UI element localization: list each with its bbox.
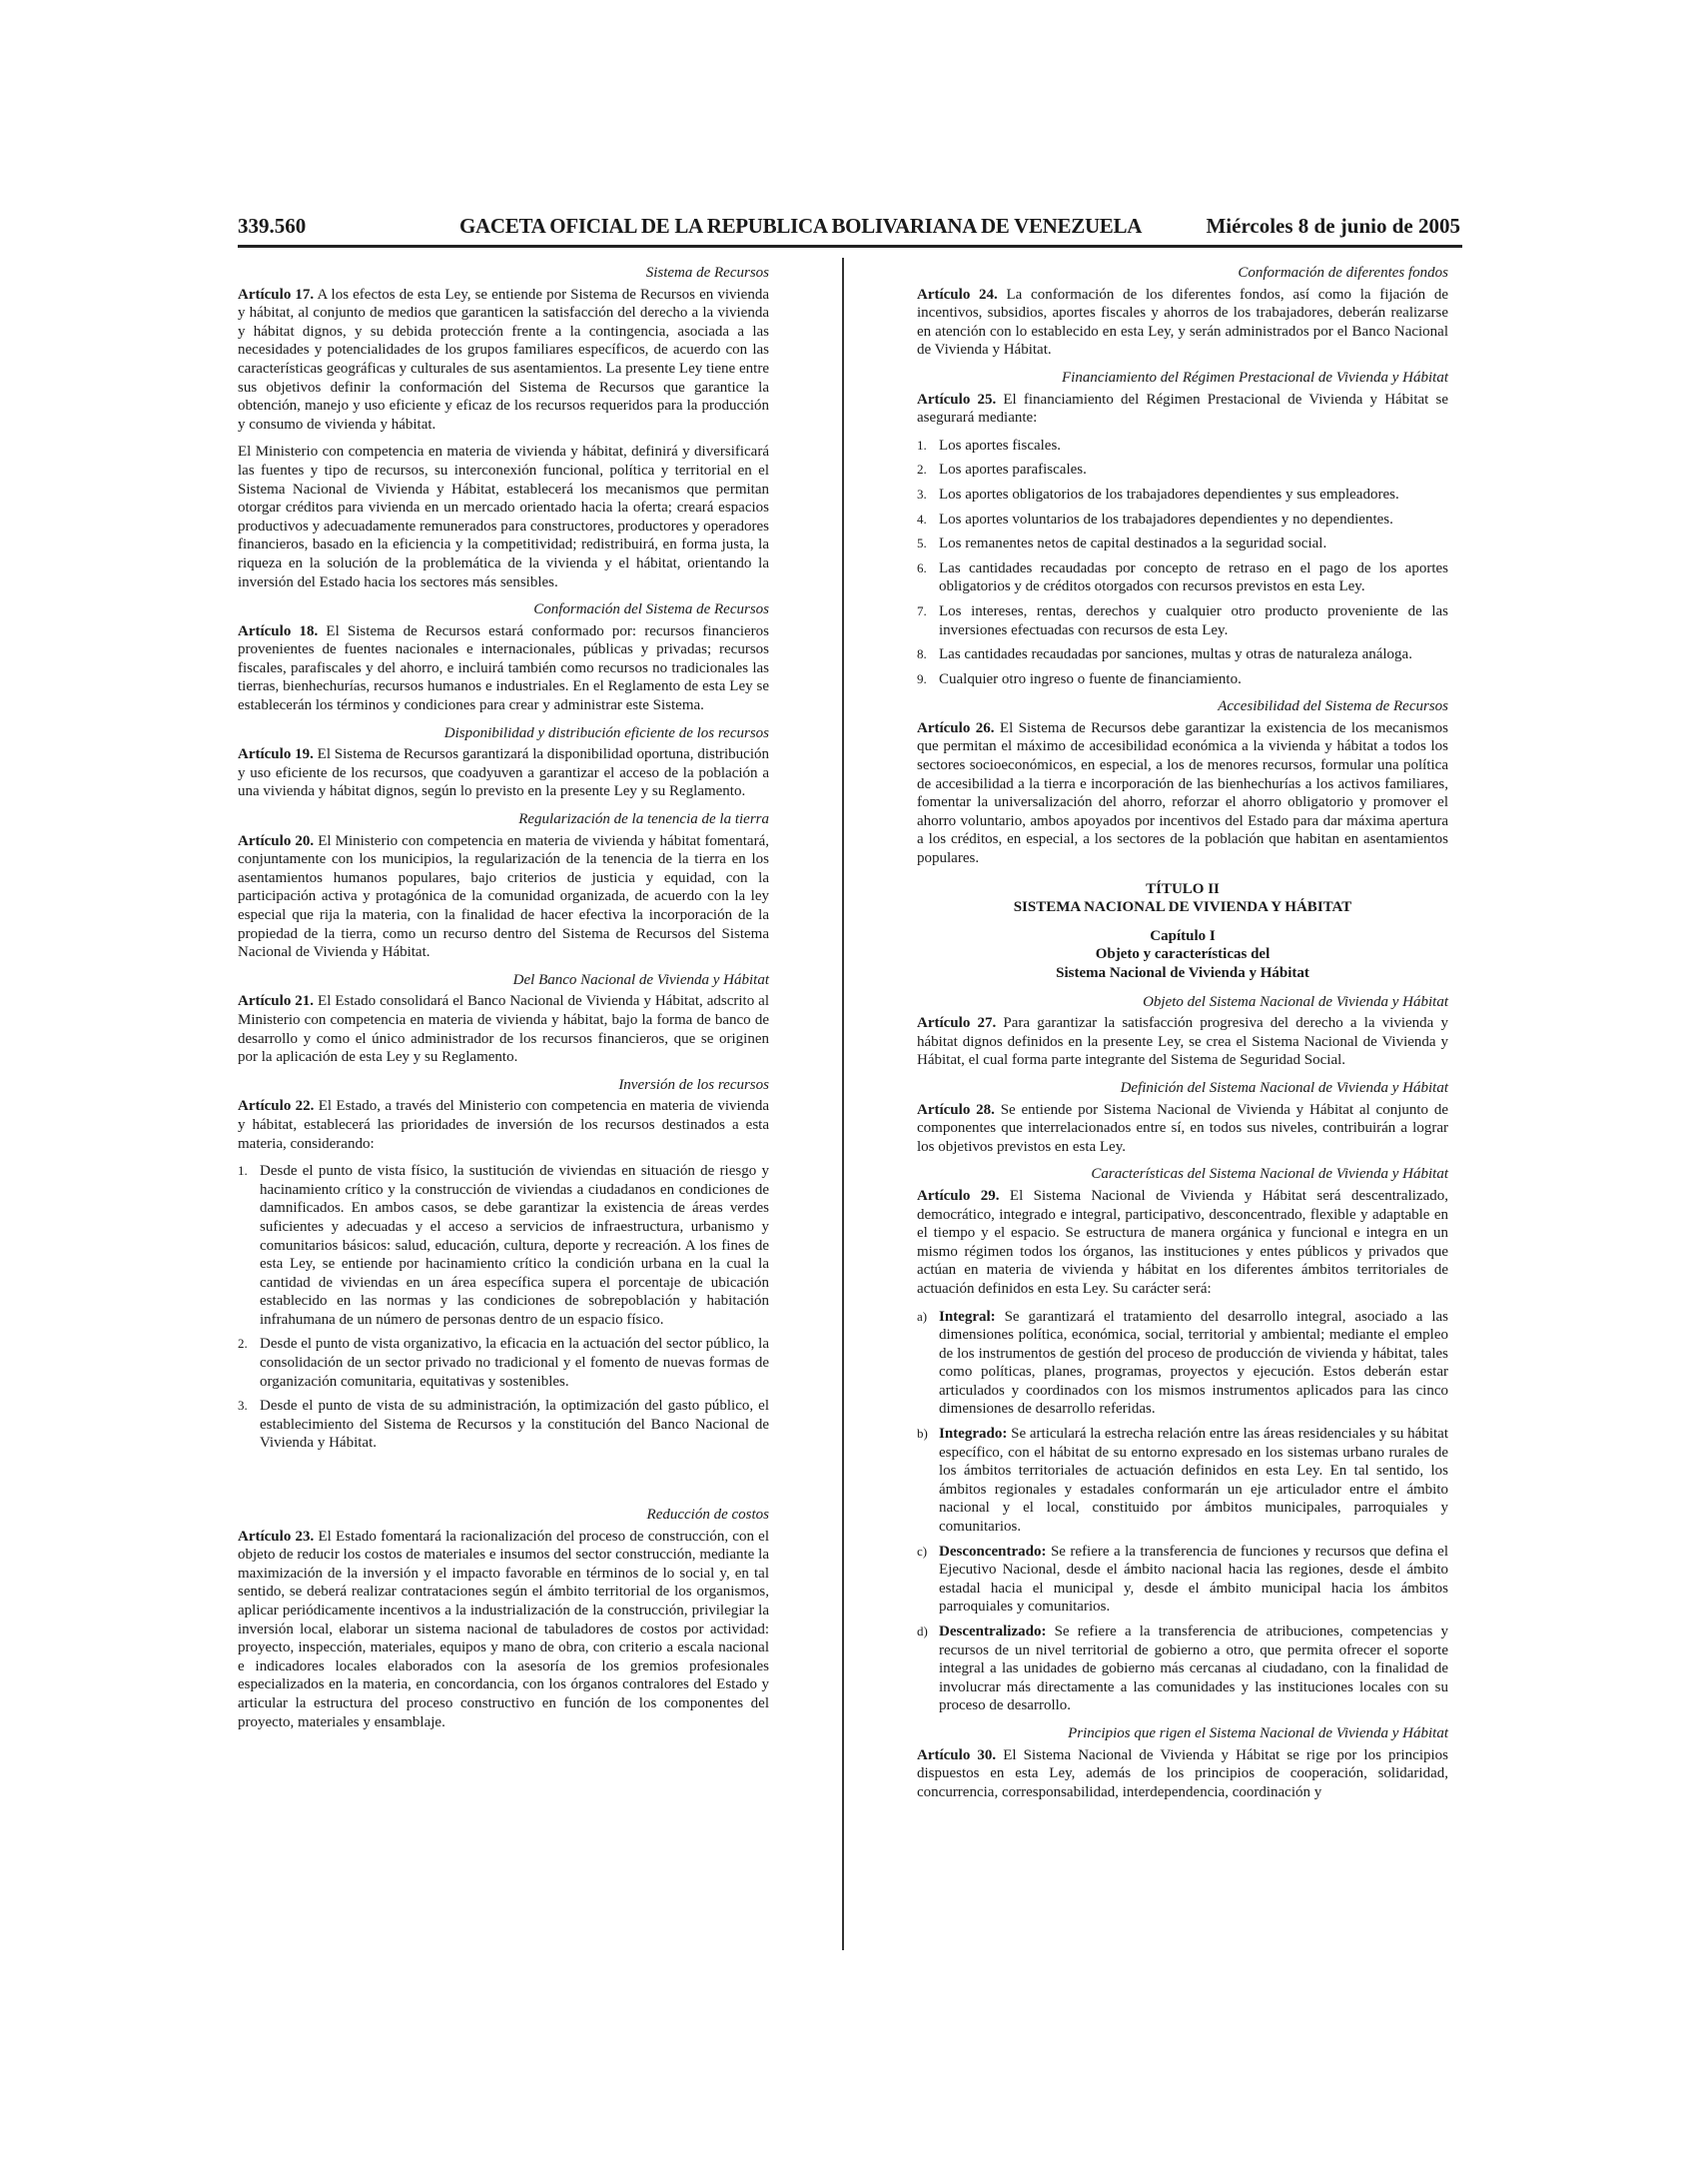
titulo-heading: TÍTULO II (1146, 880, 1220, 897)
heading-accesibilidad: Accesibilidad del Sistema de Recursos (1218, 698, 1448, 715)
article-26 (917, 719, 1448, 868)
list-item (917, 1425, 1448, 1537)
article-20-text: El Ministerio con competencia en materia de vivienda y hábitat fomentará, conjuntamente con los municipios, la regularización de la tenencia de la tierra en los asentamientos humanos populares, bajo criterios de justicia y equidad, con la participación activa y protagónica de la comunidad organizada, de acuerdo con la ley especial que rija la materia, con la finalidad de hacer efectiva la incorporación de la propiedad de la tierra, como un recurso dentro del Sistema de Recursos del Sistema Nacional de Vivienda y Hábitat. (238, 832, 769, 961)
heading-sistema-recursos: Sistema de Recursos (645, 265, 769, 281)
article-28-text: Se entiende por Sistema Nacional de Vivienda y Hábitat al conjunto de componentes que interrelacionados entre sí, en todos sus niveles, contribuirán a lograr los objetivos previstos en esta Ley. (917, 1101, 1449, 1155)
article-29-label: Artículo 29. (917, 1187, 1000, 1204)
list-item-letter: d) (917, 1624, 928, 1638)
list-item-term: Descentralizado: (939, 1624, 1047, 1639)
article-17-label: Artículo 17. (238, 286, 315, 303)
title-block (917, 880, 1448, 917)
list-item-text: Desde el punto de vista de su administración, la optimización del gasto público, el establecimiento del Sistema de Recursos y la constitución del Banco Nacional de Vivienda y Hábitat. (260, 1398, 769, 1452)
article-24-label: Artículo 24. (917, 286, 998, 303)
list-item-number: 3. (238, 1398, 248, 1414)
article-23-label: Artículo 23. (238, 1528, 315, 1545)
article-27-text: Para garantizar la satisfacción progresiva del derecho a la vivienda y hábitat dignos definidos en la presente Ley, se crea el Sistema Nacional de Vivienda y Hábitat, el cual forma parte integrante del Sistema de Seguridad Social. (917, 1015, 1448, 1069)
list-item (917, 437, 1448, 456)
heading-regularizacion: Regularización de la tenencia de la tierra (518, 811, 769, 828)
list-item (917, 1308, 1448, 1420)
list-item (917, 511, 1448, 530)
article-25 (917, 391, 1448, 428)
list-item-text: Los aportes voluntarios de los trabajadores dependientes y no dependientes. (939, 511, 1393, 528)
article-28 (917, 1101, 1448, 1157)
heading-conformacion-sistema: Conformación del Sistema de Recursos (533, 601, 769, 618)
article-24 (917, 286, 1448, 360)
article-18-label: Artículo 18. (238, 622, 319, 639)
list-item-number: 1. (238, 1163, 248, 1179)
list-item-text: Los remanentes netos de capital destinados a la seguridad social. (939, 536, 1327, 552)
heading-financiamiento: Financiamiento del Régimen Prestacional de Vivienda y Hábitat (1062, 369, 1448, 386)
article-30-label: Artículo 30. (917, 1746, 997, 1763)
list-item-text: Se refiere a la transferencia de atribuciones, competencias y recursos de un nivel territorial de gobierno a otro, que permita ofrecer el soporte integral a las unidades de gobierno más cercanas al ciudadano, con la finalidad de involucrar más directamente a las comunidades y las instituciones locales con su proceso de desarrollo. (939, 1624, 1448, 1714)
article-20 (238, 832, 769, 962)
list-item-number: 3. (917, 486, 927, 502)
article-21-text: El Estado consolidará el Banco Nacional de Vivienda y Hábitat, adscrito al Ministerio con competencia en materia de vivienda y hábitat, bajo la forma de banco de desarrollo y como el único administrador de los recursos financieros, que se originen por la aplicación de esta Ley y su Reglamento. (238, 993, 769, 1066)
left-column (238, 264, 769, 1740)
list-item-text: Los aportes obligatorios de los trabajadores dependientes y sus empleadores. (939, 486, 1399, 503)
heading-principios: Principios que rigen el Sistema Nacional de Vivienda y Hábitat (1068, 1724, 1448, 1741)
titulo-name: SISTEMA NACIONAL DE VIVIENDA Y HÁBITAT (1013, 899, 1352, 916)
list-item-number: 2. (238, 1336, 248, 1352)
heading-disponibilidad: Disponibilidad y distribución eficiente de los recursos (443, 724, 769, 741)
heading-banco-nacional: Del Banco Nacional de Vivienda y Hábitat (512, 971, 769, 988)
article-23 (238, 1528, 769, 1732)
article-25-list (917, 437, 1448, 689)
list-item-letter: a) (917, 1308, 928, 1324)
list-item-text: Cualquier otro ingreso o fuente de financiamiento. (939, 670, 1242, 687)
list-item-number: 2. (917, 462, 927, 478)
right-column (917, 264, 1448, 1810)
list-item-number: 9. (917, 670, 927, 686)
list-item-text: Se refiere a la transferencia de funciones y recursos que defina el Ejecutivo Nacional, desde el ámbito nacional hacia las regiones, desde el ámbito estadal hacia el municipal y, desde el ámbito municipal hacia los ámbitos parroquiales y comunitarios. (939, 1543, 1448, 1616)
list-item (917, 461, 1448, 480)
list-item-term: Integrado: (939, 1426, 1008, 1443)
article-29-list (917, 1308, 1448, 1715)
article-21-label: Artículo 21. (238, 993, 315, 1010)
article-21 (238, 992, 769, 1066)
article-26-text: El Sistema de Recursos debe garantizar la existencia de los mecanismos que permitan el máximo de accesibilidad económica a la vivienda y hábitat a todos los sectores socioeconómicos, en especial, a los de menores recursos, formular una política de accesibilidad a la tierra e incorporación de las bienhechurías a los activos familiares, fomentar la universalización del ahorro, reforzar el ahorro obligatorio y promover el ahorro voluntario, ambos apoyados por incentivos del Estado para dar máxima apertura a los créditos, en especial, a los sectores de la población que habitan en asentamientos populares. (917, 719, 1448, 867)
article-19 (238, 745, 769, 801)
article-30 (917, 1746, 1448, 1802)
list-item-term: Desconcentrado: (939, 1543, 1047, 1560)
list-item-text: Desde el punto de vista organizativo, la eficacia en la actuación del sector público, la consolidación de un sector privado no tradicional y el fomento de nuevas formas de organización comunitaria, equitativas y sostenibles. (260, 1336, 769, 1390)
article-28-label: Artículo 28. (917, 1101, 995, 1118)
spacer (238, 1462, 769, 1506)
article-24-text: La conformación de los diferentes fondos, así como la fijación de incentivos, subsidios, aportes fiscales y ahorros de los trabajadores, deberán realizarse en atención con lo establecido en esta Ley, y serán administrados por el Banco Nacional de Vivienda y Hábitat. (917, 286, 1448, 359)
list-item (917, 645, 1448, 664)
list-item-number: 5. (917, 536, 927, 551)
list-item-text: Los intereses, rentas, derechos y cualquier otro producto proveniente de las inversiones efectuadas con recursos de esta Ley. (939, 602, 1448, 638)
article-29 (917, 1187, 1448, 1299)
list-item (917, 670, 1448, 689)
heading-inversion: Inversión de los recursos (618, 1076, 769, 1093)
article-30-text: El Sistema Nacional de Vivienda y Hábitat se rige por los principios dispuestos en esta Ley, además de los principios de cooperación, solidaridad, concurrencia, corresponsabilidad, interdependencia, coordinación y (917, 1746, 1448, 1800)
article-27 (917, 1014, 1448, 1070)
gazette-title: GACETA OFICIAL DE LA REPUBLICA BOLIVARIANA DE VENEZUELA (459, 214, 1143, 238)
page-header (238, 214, 1460, 248)
chapter-block (917, 927, 1448, 983)
list-item-number: 7. (917, 602, 927, 618)
list-item-term: Integral: (939, 1308, 996, 1325)
article-18 (238, 622, 769, 715)
article-25-label: Artículo 25. (917, 391, 997, 408)
column-divider (842, 258, 844, 1950)
heading-reduccion-costos: Reducción de costos (646, 1507, 769, 1524)
list-item-number: 6. (917, 559, 927, 575)
list-item-number: 8. (917, 646, 927, 662)
list-item (917, 1543, 1448, 1617)
list-item-letter: c) (917, 1543, 928, 1559)
publication-date: Miércoles 8 de junio de 2005 (1206, 214, 1460, 238)
article-17-text: A los efectos de esta Ley, se entiende por Sistema de Recursos en vivienda y hábitat, al conjunto de medios que garanticen la satisfacción del derecho a la vivienda y hábitat dignos, y su debida protección frente a la contingencia, asociada a las necesidades y potencialidades de los grupos familiares específicos, de acuerdo con las características geográficas y culturales de sus asentamientos. La presente Ley tiene entre sus objetivos definir la conformación del Sistema de Recursos que garantice la obtención, manejo y uso eficiente y eficaz de los recursos requeridos para la producción y consumo de vivienda y hábitat. (238, 286, 769, 433)
article-19-label: Artículo 19. (238, 746, 314, 763)
list-item (917, 602, 1448, 639)
list-item (238, 1162, 769, 1329)
article-19-text: El Sistema de Recursos garantizará la disponibilidad oportuna, distribución y uso eficiente de los recursos, que coadyuven a garantizar el acceso de la población a una vivienda y hábitat dignos, según lo previsto en la presente Ley y su Reglamento. (238, 746, 769, 800)
capitulo-name-line1: Objeto y características del (1095, 946, 1271, 963)
heading-objeto: Objeto del Sistema Nacional de Vivienda y Hábitat (1143, 993, 1448, 1010)
list-item-text: Desde el punto de vista físico, la sustitución de viviendas en situación de riesgo y hacinamiento crítico y la construcción de viviendas a ciudadanos en condiciones de damnificados. En ambos casos, se debe garantizar la existencia de áreas verdes suficientes y adecuadas y el acceso a servicios de infraestructura, urbanismo y comunitarios básicos: salud, educación, cultura, deporte y recreación. A los fines de esta Ley, se entiende por hacinamiento crítico la condición urbana en la cual la cantidad de viviendas en un área específica supera el porcentaje de ubicación establecido en las normas y las condiciones de sobrepoblación y habitación infrahumana de un número de personas dentro de un espacio físico. (260, 1163, 769, 1328)
article-29-text: El Sistema Nacional de Vivienda y Hábitat será descentralizado, democrático, integrado e integral, participativo, desconcentrado, flexible y adaptable en el tiempo y el espacio. Se estructura de manera orgánica y funcional e integra en un mismo régimen todos los órganos, las instituciones y entes públicos y privados que actúan en materia de vivienda y hábitat en los diferentes ámbitos territoriales de actuación definidos en esta Ley. Su carácter será: (917, 1187, 1448, 1297)
list-item-text: Las cantidades recaudadas por concepto de retraso en el pago de los aportes obligatorios y de créditos otorgados con recursos previstos en esta Ley. (939, 559, 1448, 595)
article-18-text: El Sistema de Recursos estará conformado por: recursos financieros provenientes de fuentes nacionales e internacionales, públicas y privadas; recursos fiscales, parafiscales y del ahorro, e incluirá también como recursos no tradicionales las tierras, bienhechurías, recursos humanos e industriales. En el Reglamento de esta Ley se establecerán los términos y condiciones para crear y administrar este Sistema. (238, 622, 769, 714)
article-17-p1 (238, 286, 769, 435)
article-22-label: Artículo 22. (238, 1098, 315, 1115)
article-27-label: Artículo 27. (917, 1015, 997, 1032)
heading-diferentes-fondos: Conformación de diferentes fondos (1238, 265, 1448, 281)
article-22 (238, 1097, 769, 1153)
page-number: 339.560 (238, 214, 307, 238)
article-22-text: El Estado, a través del Ministerio con competencia en materia de vivienda y hábitat, establecerá las prioridades de inversión de los recursos destinados a esta materia, considerando: (238, 1098, 769, 1152)
header-rule (238, 245, 1462, 248)
list-item-text: Los aportes fiscales. (939, 437, 1062, 454)
list-item (917, 486, 1448, 505)
list-item (917, 535, 1448, 553)
list-item (917, 1623, 1448, 1715)
article-22-list (238, 1162, 769, 1453)
list-item (917, 559, 1448, 596)
list-item (238, 1397, 769, 1453)
list-item (238, 1335, 769, 1391)
article-20-label: Artículo 20. (238, 832, 315, 849)
heading-definicion: Definición del Sistema Nacional de Vivienda y Hábitat (1120, 1079, 1448, 1096)
article-23-text: El Estado fomentará la racionalización del proceso de construcción, con el objeto de reducir los costos de materiales e insumos del sector construcción, mediante la maximización de la inversión y el impacto favorable en términos de lo social y, en tal sentido, se deberá realizar contrataciones según el ámbito territorial de los organismos, aplicar periódicamente incentivos a la industrialización de la construcción, privilegiar la inversión local, elaborar un sistema nacional de tabuladores de costos por actividad: proyecto, inspección, materiales, equipos y mano de obra, con criterio a escala nacional e indicadores locales elaborados con la asesoría de los gremios profesionales especializados en la materia, en concordancia, con los órganos contralores del Estado y articular la estructura del proceso constructivo en función de los componentes del proyecto, materiales y ensamblaje. (238, 1528, 769, 1730)
list-item-letter: b) (917, 1426, 928, 1442)
article-25-text: El financiamiento del Régimen Prestacional de Vivienda y Hábitat se asegurará mediante: (917, 391, 1448, 427)
capitulo-name-line2: Sistema Nacional de Vivienda y Hábitat (1056, 965, 1309, 981)
article-17-p2: El Ministerio con competencia en materia de vivienda y hábitat, definirá y diversificará las fuentes y tipo de recursos, su interconexión funcional, política y territorial en el Sistema Nacional de Vivienda y Hábitat, establecerá los mecanismos que permitan otorgar créditos para vivienda en un mercado orientado hacia la oferta; creará espacios productivos y adecuadamente remunerados para constructores, productores y operadores financieros, basado en la eficiencia y la competitividad; redistribuirá, en forma justa, la riqueza en la solución de la problemática de la vivienda y el hábitat, orientando la inversión del Estado hacia los sectores más sensibles. (238, 444, 769, 590)
list-item-number: 4. (917, 511, 927, 527)
list-item-text: Se garantizará el tratamiento del desarrollo integral, asociado a las dimensiones política, económica, social, territorial y ambiental; mediante el empleo de los instrumentos de gestión del proceso de producción de vivienda y hábitat, tales como políticas, planes, programas, proyectos y ejecución. Estos deberán estar articulados y coordinados con los mismos instrumentos aplicados para las cinco dimensiones de desarrollo referidas. (939, 1308, 1449, 1418)
list-item-text: Se articulará la estrecha relación entre las áreas residenciales y su hábitat específico, con el hábitat de su entorno expresado en los sistemas urbano rurales de los ámbitos territoriales de actuación definidos en esta Ley. En tal sentido, los ámbitos regionales y estadales conformarán un eje articulador entre el ámbito nacional y el local, constituido por ámbitos municipales, parroquiales y comunitarios. (939, 1426, 1449, 1536)
list-item-text: Los aportes parafiscales. (939, 462, 1087, 479)
list-item-text: Las cantidades recaudadas por sanciones, multas y otras de naturaleza análoga. (939, 646, 1412, 663)
article-26-label: Artículo 26. (917, 719, 995, 736)
capitulo-heading: Capítulo I (1150, 927, 1216, 944)
list-item-number: 1. (917, 437, 927, 453)
heading-caracteristicas: Características del Sistema Nacional de Vivienda y Hábitat (1091, 1166, 1448, 1183)
